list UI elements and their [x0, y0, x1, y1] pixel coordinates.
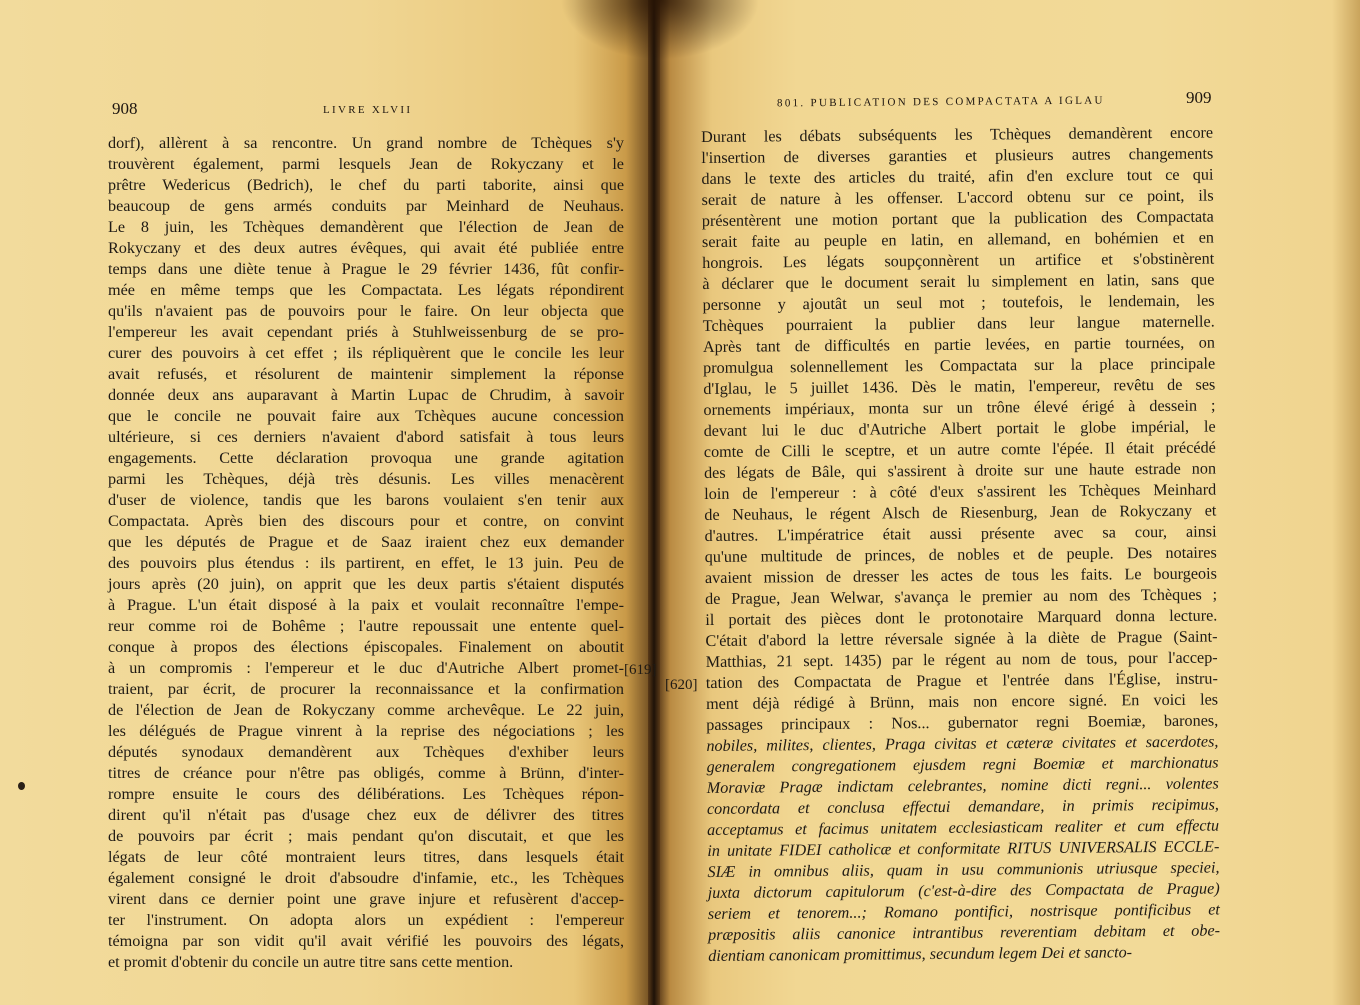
text-line: Durant les débats subséquents les Tchèques demandèrent encore — [701, 123, 1214, 146]
text-line: Rokyczany et des deux autres évêques, qui avait été publiée entre — [108, 239, 624, 257]
text-line: beaucoup de gens armés conduits par Meinhard de Neuhaus. — [108, 197, 624, 215]
text-line: SIÆ in omnibus aliis, quam in usu communionis utriusque speciei, — [707, 858, 1220, 881]
text-line: tation des Compactata de Prague et l'entrée dans l'Église, instru- — [705, 669, 1218, 692]
text-line: les délégués de Prague vinrent à la reprise des négociations ; les — [108, 722, 624, 740]
text-line: Après tant de difficultés en partie levées, en partie tournées, on — [702, 333, 1215, 356]
text-line: rompre ensuite le cours des délibérations. Les Tchèques répon- — [108, 785, 624, 803]
text-line: personne y ajoutât un seul mot ; toutefois, le lendemain, les — [702, 291, 1215, 314]
margin-marker-620: [620] — [665, 677, 698, 693]
text-line: de Prague, Jean Welwar, s'avança le premier au nom des Tchèques ; — [705, 585, 1218, 608]
text-line: dientiam canonicam promittimus, secundum legem Dei et sancto- — [708, 943, 1133, 965]
right-page — [656, 0, 1360, 1005]
text-line: qu'une multitude de princes, de nobles et de peuple. Des notaires — [704, 543, 1217, 566]
text-line: Moraviæ Pragæ indictam celebrantes, nomine dicti regni... volentes — [706, 774, 1219, 797]
text-line: virent dans ce dernier point une grave injure et refusèrent d'accep- — [108, 890, 624, 908]
book-gutter — [648, 0, 660, 1005]
text-line: devant lui le duc d'Autriche Albert portait le globe impérial, le — [703, 417, 1216, 440]
text-line: présentèrent une motion portant que la publication des Compactata — [701, 207, 1214, 230]
text-line: nobiles, milites, clientes, Praga civitas et cæteræ civitates et sacerdotes, — [706, 732, 1219, 755]
text-line: generalem congregationem ejusdem regni Boemiæ et marchionatus — [706, 753, 1219, 776]
text-line: il portait des pièces dont le protonotaire Marquard donna lecture. — [705, 606, 1218, 629]
text-line: ornements impériaux, monta sur un trône élevé érigé à dessein ; — [703, 396, 1216, 419]
text-line: curer des pouvoirs à cet effet ; ils répliquèrent que le concile les leur — [108, 344, 624, 362]
left-running-head: LIVRE XLVII — [323, 104, 413, 116]
text-line: ter l'instrument. On adopta alors un expédient : l'empereur — [108, 911, 624, 929]
text-line: des pouvoirs plus étendus : ils partirent, en effet, le 13 juin. Peu de — [108, 554, 624, 572]
text-line: d'user de violence, tandis que les barons voulaient s'en tenir aux — [108, 491, 624, 509]
right-page-number: 909 — [1186, 88, 1212, 107]
text-line: hongrois. Les légats soupçonnèrent un artifice et s'obstinèrent — [702, 249, 1215, 272]
text-line: qu'ils n'avaient pas de pouvoirs pour le faire. On leur objecta que — [108, 302, 624, 320]
text-line: promulgua solennellement les Compactata sur la place principale — [703, 354, 1216, 377]
text-line: temps dans une diète tenue à Prague le 29 février 1436, fût confir- — [108, 260, 624, 278]
text-line: ultérieure, si ces derniers n'avaient d'abord satisfait à tous leurs — [108, 428, 624, 446]
text-line: à Prague. L'un était disposé à la paix et voulait reconnaître l'empe- — [108, 596, 624, 614]
text-line: comte de Cilli le sceptre, et un autre comte l'épée. Il était précédé — [703, 438, 1216, 461]
margin-marker-619: [619] — [624, 662, 657, 678]
text-line: d'autres. L'impératrice était aussi présente avec sa cour, ainsi — [704, 522, 1217, 545]
text-line: témoigna par son vidit qu'il avait vérifié les pouvoirs des légats, — [108, 932, 624, 950]
text-line: députés synodaux demandèrent aux Tchèques d'exhiber leurs — [108, 743, 624, 761]
text-line: ment déjà rédigé à Brünn, mais non encore signé. En voici les — [705, 690, 1219, 713]
text-line: in unitate FIDEI catholicæ et conformitate RITUS UNIVERSALIS ECCLE- — [707, 837, 1220, 860]
text-line: avaient mission de dresser les actes de tous les faits. Le bourgeois — [704, 564, 1217, 587]
text-line: de pouvoirs par écrit ; mais pendant qu'on discutait, et que les — [108, 827, 624, 845]
left-page — [0, 0, 652, 1005]
text-line: légats de leur côté montraient leurs titres, dans lesquels était — [108, 848, 624, 866]
text-line: conque à propos des élections épiscopales. Finalement on aboutit — [108, 638, 624, 656]
text-line: de Neuhaus, le régent Alsch de Riesenburg, Jean de Rokyczany et — [704, 501, 1217, 524]
text-line: Compactata. Après bien des discours pour et contre, on convint — [108, 512, 624, 530]
text-line: seriem et tenorem...; Romano pontifici, nostrisque pontificibus et — [707, 900, 1220, 923]
text-line: titres de créance pour n'être pas obligés, comme à Brünn, d'inter- — [108, 764, 624, 782]
text-line: dirent qu'il n'était pas d'usage chez eux de délivrer des titres — [108, 806, 624, 824]
text-line: l'insertion de diverses garanties et plusieurs autres changements — [701, 144, 1214, 167]
text-line: Tchèques pourraient la publier dans leur langue maternelle. — [702, 312, 1215, 335]
text-line: d'Iglau, le 5 juillet 1436. Dès le matin, l'empereur, revêtu de ses — [703, 375, 1216, 398]
right-running-head: 801. PUBLICATION DES COMPACTATA A IGLAU — [776, 94, 1105, 110]
text-line: des légats de Bâle, qui s'assirent à droite sur une haute estrade non — [703, 459, 1217, 482]
right-body-text — [701, 123, 1220, 967]
text-line: traient, par écrit, de procurer la reconnaissance et la confirmation — [108, 680, 624, 698]
text-line: et promit d'obtenir du concile un autre titre sans cette mention. — [108, 953, 514, 971]
text-line: juxta dictorum capitulorum (c'est-à-dire des Compactata de Prague) — [707, 879, 1220, 902]
text-line: parmi les Tchèques, déjà très désunis. Les villes menacèrent — [108, 470, 624, 488]
margin-dot — [18, 782, 25, 790]
text-line: C'était d'abord la lettre réversale signée à la diète de Prague (Saint- — [705, 627, 1218, 650]
text-line: præpositis aliis canonice intrantibus reverentiam debitam et obe- — [707, 921, 1221, 944]
text-line: engagements. Cette déclaration provoqua une grande agitation — [108, 449, 624, 467]
text-line: serait faite au peuple en latin, en allemand, en bohémien et en — [701, 228, 1215, 251]
text-line: que le concile ne pouvait faire aux Tchèques aucune concession — [108, 407, 624, 425]
text-line: loin de l'empereur : à côté d'eux s'assirent les Tchèques Meinhard — [704, 480, 1217, 503]
left-page-number: 908 — [112, 99, 138, 118]
text-line: reur comme roi de Bohême ; l'autre repoussait une entente quel- — [108, 617, 624, 635]
text-line: à un compromis : l'empereur et le duc d'Autriche Albert promet- — [108, 659, 624, 677]
text-line: dans le texte des articles du traité, afin d'en exclure tout ce qui — [701, 165, 1214, 188]
spine-shadow — [560, 0, 760, 60]
text-line: mée en même temps que les Compactata. Les légats répondirent — [108, 281, 624, 299]
text-line: Le 8 juin, les Tchèques demandèrent que l'élection de Jean de — [108, 218, 624, 236]
text-line: de l'élection de Jean de Rokyczany comme archevêque. Le 22 juin, — [108, 701, 624, 719]
text-line: passages principaux : Nos... gubernator regni Boemiæ, barones, — [706, 711, 1219, 734]
text-line: donnée deux ans auparavant à Martin Lupac de Chrudim, à savoir — [108, 386, 624, 404]
text-line: que les députés de Prague et de Saaz iraient chez eux demander — [108, 533, 624, 551]
text-line: acceptamus et facimus unitatem ecclesiasticam realiter et cum effectu — [707, 816, 1220, 839]
left-body-text — [108, 133, 624, 973]
text-line: dorf), allèrent à sa rencontre. Un grand nombre de Tchèques s'y — [108, 134, 624, 152]
text-line: Matthias, 21 sept. 1435) par le régent au nom de tous, pour l'accep- — [705, 648, 1218, 671]
text-line: l'empereur les avait cependant priés à Stuhlweissenburg de se pro- — [108, 323, 624, 341]
text-line: concordata et conclusa effectui demandare, in primis recipimus, — [706, 795, 1220, 818]
text-line: à déclarer que le document serait lu simplement en latin, sans que — [702, 270, 1215, 293]
text-line: serait de nature à les offenser. L'accord obtenu sur ce point, ils — [701, 186, 1214, 209]
text-line: jours après (20 juin), on apprit que les deux partis s'étaient disputés — [108, 575, 624, 593]
text-line: avait refusés, et résolurent de maintenir simplement la réponse — [108, 365, 624, 383]
text-line: trouvèrent également, parmi lesquels Jean de Rokyczany et le — [108, 155, 624, 173]
text-line: prêtre Wedericus (Bedrich), le chef du parti taborite, ainsi que — [108, 176, 624, 194]
text-line: également consigné le droit d'absoudre d'infamie, etc., les Tchèques — [108, 869, 624, 887]
